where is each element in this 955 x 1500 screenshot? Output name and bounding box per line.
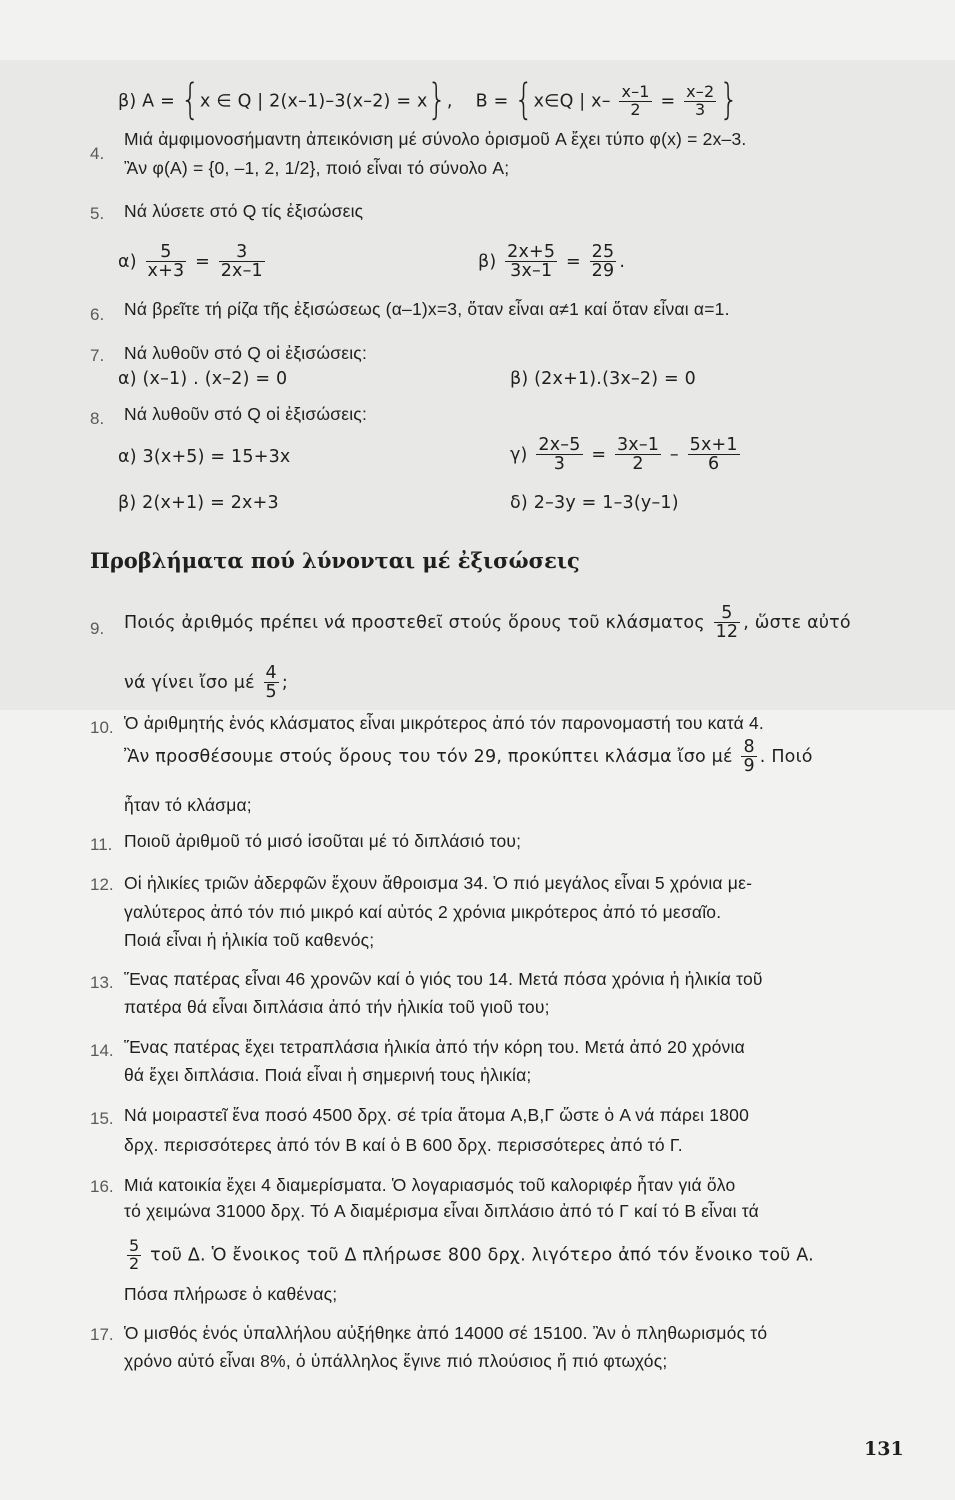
exercise-number: 10. xyxy=(90,718,114,737)
exercise-16-text: $\frac{5}{2}$ τοῦ Δ. Ὁ ἔνοικος τοῦ Δ πλήρωσε 800 δρχ. λιγότερο ἀπό τόν ἔνοικο τοῦ A. xyxy=(129,1236,814,1273)
exercise-number: 11. xyxy=(90,835,113,854)
exercise-4-text: Ἂν φ(A) = {0, –1, 2, 1/2}, ποιό εἶναι τό σύνολο A; xyxy=(124,158,510,178)
exercise-6-text: Νά βρεῖτε τή ρίζα τῆς ἐξισώσεως (α–1)x=3, ὅταν εἶναι α≠1 καί ὅταν εἶναι α=1. xyxy=(124,299,730,319)
fraction: $\frac{2x+5}{3x-1}$ xyxy=(507,242,556,282)
exercise-8g-equation: γ) $\frac{2x-5}{3}$ = $\frac{3x-1}{2}$ – $\frac{5x+1}{6}$ xyxy=(510,435,738,475)
section-heading: Προβλήματα πού λύνονται μέ ἐξισώσεις xyxy=(90,548,580,573)
fraction: $\frac{3}{2x-1}$ xyxy=(220,242,263,282)
exercise-5a-equation: α) $\frac{5}{x+3}$ = $\frac{3}{2x-1}$ xyxy=(118,242,263,282)
fraction: $\frac{25}{29}$ xyxy=(591,242,615,282)
fraction: $\frac{2x-5}{3}$ xyxy=(538,435,581,475)
exercise-12-text: Οἱ ἡλικίες τριῶν ἀδερφῶν ἔχουν ἄθροισμα 34. Ὁ πιό μεγάλος εἶναι 5 χρόνια με- xyxy=(124,873,753,893)
exercise-10-text: Ὁ ἀριθμητής ἑνός κλάσματος εἶναι μικρότερος ἀπό τόν παρονομαστή του κατά 4. xyxy=(124,713,764,733)
fraction: $\frac{4}{5}$ xyxy=(265,663,277,703)
exercise-17-text: Ὁ μισθός ἑνός ὑπαλλήλου αὐξήθηκε ἀπό 14000 σέ 15100. Ἂν ὁ πληθωρισμός τό xyxy=(124,1323,768,1343)
exercise-number: 7. xyxy=(90,346,105,365)
fraction: $\frac{5}{12}$ xyxy=(715,603,739,643)
exercise-9-text: Ποιός ἀριθμός πρέπει νά προστεθεῖ στούς ὅρους τοῦ κλάσματος $\frac{5}{12}$ , ὥστε αὐτό xyxy=(124,603,851,643)
exercise-10-text: ἦταν τό κλάσμα; xyxy=(124,795,252,815)
exercise-number: 6. xyxy=(90,305,105,324)
exercise-7a-equation: α) (x–1) . (x–2) = 0 xyxy=(118,369,288,389)
fraction: $\frac{x-1}{2}$ xyxy=(621,82,650,119)
exercise-4-text: Μιά ἀμφιμονοσήμαντη ἀπεικόνιση μέ σύνολο ὁρισμοῦ A ἔχει τύπο φ(x) = 2x–3. xyxy=(124,129,747,149)
exercise-8d-equation: δ) 2–3y = 1–3(y–1) xyxy=(510,493,679,513)
exercise-16-text: τό χειμώνα 31000 δρχ. Τό A διαμέρισμα εἶναι διπλάσιο ἀπό τό Γ καί τό B εἶναι τά xyxy=(124,1201,759,1221)
fraction: $\frac{x-2}{3}$ xyxy=(686,82,715,119)
exercise-5b-equation: β) $\frac{2x+5}{3x-1}$ = $\frac{25}{29}$ . xyxy=(478,242,626,282)
exercise-12-text: Ποιά εἶναι ἡ ἡλικία τοῦ καθενός; xyxy=(124,930,375,950)
exercise-3b-line: β) A = {x ∈ Q | 2(x–1)–3(x–2) = x}, B = {x∈Q | x– $\frac{x-1}{2}$ = $\frac{x-2}{3}$ } xyxy=(118,76,739,126)
exercise-9-text: νά γίνει ἴσο μέ $\frac{4}{5}$ ; xyxy=(124,663,288,703)
exercise-14-text: Ἕνας πατέρας ἔχει τετραπλάσια ἡλικία ἀπό τήν κόρη του. Μετά ἀπό 20 χρόνια xyxy=(124,1037,745,1057)
exercise-10-text: Ἂν προσθέσουμε στούς ὅρους του τόν 29, προκύπτει κλάσμα ἴσο μέ $\frac{8}{9}$ . Ποιό xyxy=(124,737,813,777)
fraction: $\frac{3x-1}{2}$ xyxy=(616,435,660,475)
exercise-number: 8. xyxy=(90,409,105,428)
exercise-11-text: Ποιοῦ ἀριθμοῦ τό μισό ἰσοῦται μέ τό διπλάσιό του; xyxy=(124,831,522,851)
exercise-14-text: θά ἔχει διπλάσια. Ποιά εἶναι ἡ σημερινή τους ἡλικία; xyxy=(124,1065,532,1085)
exercise-5-text: Νά λύσετε στό Q τίς ἐξισώσεις xyxy=(124,201,364,221)
exercise-8b-equation: β) 2(x+1) = 2x+3 xyxy=(118,493,279,513)
exercise-number: 4. xyxy=(90,144,105,163)
exercise-17-text: χρόνο αὐτό εἶναι 8%, ὁ ὑπάλληλος ἔγινε πιό πλούσιος ἤ πιό φτωχός; xyxy=(124,1351,668,1371)
exercise-8-text: Νά λυθοῦν στό Q οἱ ἐξισώσεις: xyxy=(124,404,368,424)
exercise-8a-equation: α) 3(x+5) = 15+3x xyxy=(118,447,291,467)
exercise-7b-equation: β) (2x+1).(3x–2) = 0 xyxy=(510,369,697,389)
exercise-15-text: δρχ. περισσότερες ἀπό τόν B καί ὁ B 600 δρχ. περισσότερες ἀπό τό Γ. xyxy=(124,1135,683,1155)
exercise-number: 15. xyxy=(90,1109,114,1128)
exercise-13-text: Ἕνας πατέρας εἶναι 46 χρονῶν καί ὁ γιός του 14. Μετά πόσα χρόνια ἡ ἡλικία τοῦ xyxy=(124,969,763,989)
page-number: 131 xyxy=(864,1438,904,1460)
exercise-12-text: γαλύτερος ἀπό τόν πιό μικρό καί αὐτός 2 χρόνια μικρότερος ἀπό τό μεσαῖο. xyxy=(124,902,722,922)
exercise-number: 9. xyxy=(90,619,105,638)
exercise-number: 14. xyxy=(90,1041,114,1060)
fraction: $\frac{8}{9}$ xyxy=(743,737,755,777)
exercise-number: 5. xyxy=(90,204,105,223)
exercise-number: 16. xyxy=(90,1177,114,1196)
exercise-15-text: Νά μοιραστεῖ ἕνα ποσό 4500 δρχ. σέ τρία ἄτομα A,B,Γ ὥστε ὁ A νά πάρει 1800 xyxy=(124,1105,750,1125)
exercise-16-text: Πόσα πλήρωσε ὁ καθένας; xyxy=(124,1284,338,1304)
exercise-number: 17. xyxy=(90,1325,114,1344)
exercise-number: 13. xyxy=(90,973,114,992)
exercise-16-text: Μιά κατοικία ἔχει 4 διαμερίσματα. Ὁ λογαριασμός τοῦ καλοριφέρ ἦταν γιά ὅλο xyxy=(124,1175,736,1195)
fraction: $\frac{5x+1}{6}$ xyxy=(689,435,738,475)
fraction: $\frac{5}{2}$ xyxy=(129,1236,140,1273)
exercise-number: 12. xyxy=(90,875,114,894)
fraction: $\frac{5}{x+3}$ xyxy=(147,242,185,282)
exercise-7-text: Νά λυθοῦν στό Q οἱ ἐξισώσεις: xyxy=(124,343,368,363)
exercise-13-text: πατέρα θά εἶναι διπλάσια ἀπό τήν ἡλικία τοῦ γιοῦ του; xyxy=(124,997,550,1017)
